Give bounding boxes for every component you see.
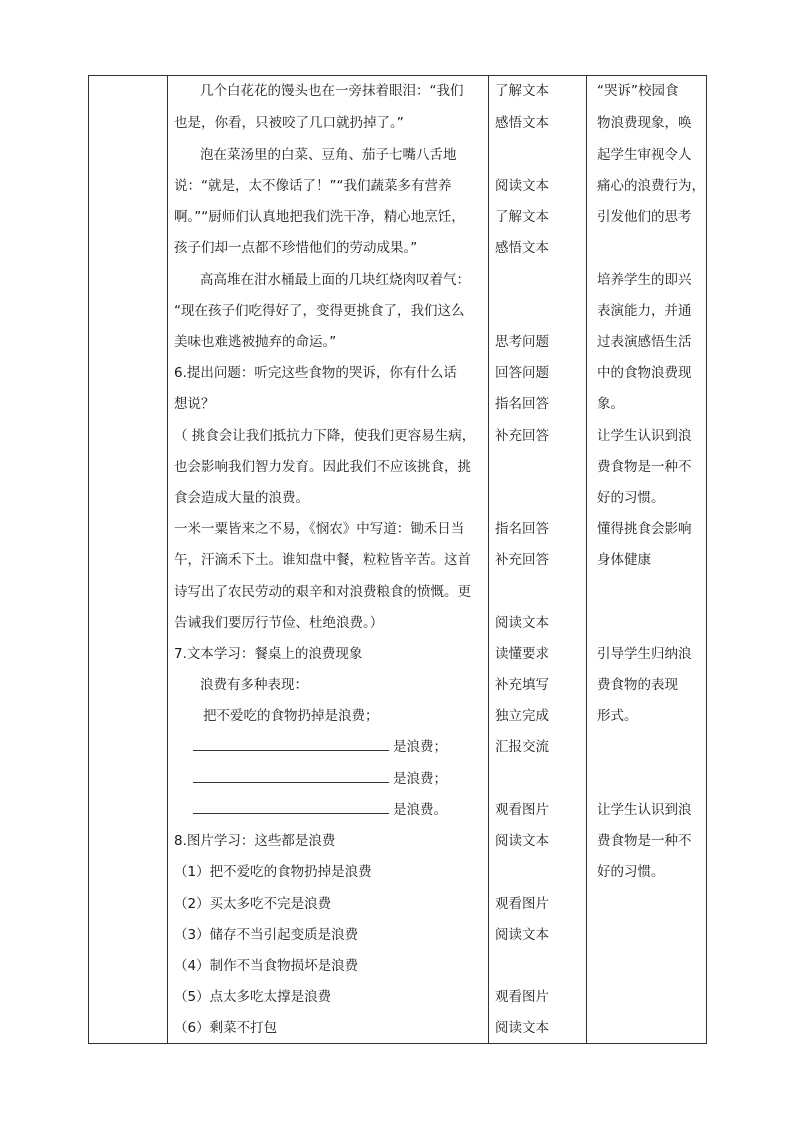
purpose-line: 懂得挑食会影响 <box>597 521 692 537</box>
purpose-line: 表演能力，并通 <box>597 303 692 319</box>
blank-field[interactable] <box>193 770 389 783</box>
content-line: 想说？ <box>174 396 215 412</box>
content-line: 美味也难逃被抛弃的命运。” <box>174 334 337 350</box>
purpose-line: 好的习惯。 <box>597 864 665 880</box>
blank-field[interactable] <box>193 801 389 814</box>
content-line: 午，汗滴禾下土。谁知盘中餐，粒粒皆辛苦。这首 <box>174 552 471 568</box>
activity-item: 汇报交流 <box>495 739 549 755</box>
content-line: “现在孩子们吃得好了，变得更挑食了，我们这么 <box>174 303 465 319</box>
purpose-line: 费食物是一种不 <box>597 459 692 475</box>
content-line: 几个白花花的馒头也在一旁抹着眼泪：“我们 <box>200 83 464 99</box>
activity-item: 阅读文本 <box>495 927 549 943</box>
activity-item: 感悟文本 <box>495 115 549 131</box>
activity-item: 阅读文本 <box>495 833 549 849</box>
activity-item: 思考问题 <box>495 334 549 350</box>
activity-item: 指名回答 <box>495 396 549 412</box>
purpose-line: 身体健康 <box>597 552 651 568</box>
activity-item: 观看图片 <box>495 896 549 912</box>
content-line: 浪费有多种表现： <box>200 677 308 693</box>
activity-item: 读懂要求 <box>495 646 549 662</box>
question-heading: 6.提出问题：听完这些食物的哭诉，你有什么话 <box>174 365 457 381</box>
activity-item: 独立完成 <box>495 708 549 724</box>
purpose-line: 形式。 <box>597 708 638 724</box>
fill-in-line: 是浪费； <box>193 769 447 789</box>
content-line: 泡在菜汤里的白菜、豆角、茄子七嘴八舌地 <box>200 147 457 163</box>
fill-in-line: 是浪费。 <box>193 800 447 820</box>
purpose-line: 象。 <box>597 396 624 412</box>
lesson-table <box>88 75 707 1044</box>
list-item: （4）制作不当食物损坏是浪费 <box>174 958 359 974</box>
column-divider <box>167 76 168 1043</box>
content-line: 也会影响我们智力发育。因此我们不应该挑食，挑 <box>174 459 471 475</box>
activity-item: 观看图片 <box>495 802 549 818</box>
list-item: （1）把不爱吃的食物扔掉是浪费 <box>174 864 372 880</box>
column-divider <box>586 76 587 1043</box>
activity-item: 了解文本 <box>495 209 549 225</box>
purpose-line: “哭诉”校园食 <box>597 83 679 99</box>
activity-item: 观看图片 <box>495 989 549 1005</box>
purpose-line: 过表演感悟生活 <box>597 334 692 350</box>
list-item: （5）点太多吃太撑是浪费 <box>174 989 332 1005</box>
content-line: 食会造成大量的浪费。 <box>174 490 309 506</box>
activity-item: 补充回答 <box>495 552 549 568</box>
purpose-line: 痛心的浪费行为， <box>597 178 705 194</box>
blank-field[interactable] <box>193 738 389 751</box>
section-heading: 7.文本学习：餐桌上的浪费现象 <box>174 646 363 662</box>
purpose-line: 物浪费现象，唤 <box>597 115 692 131</box>
purpose-line: 引发他们的思考 <box>597 209 692 225</box>
purpose-line: 起学生审视令人 <box>597 147 692 163</box>
purpose-line: 引导学生归纳浪 <box>597 646 692 662</box>
activity-item: 指名回答 <box>495 521 549 537</box>
list-item: （3）储存不当引起变质是浪费 <box>174 927 359 943</box>
purpose-line: 中的食物浪费现 <box>597 365 692 381</box>
activity-item: 补充填写 <box>495 677 549 693</box>
section-heading: 8.图片学习：这些都是浪费 <box>174 833 336 849</box>
content-line: 诗写出了农民劳动的艰辛和对浪费粮食的愤慨。更 <box>174 584 471 600</box>
fill-in-line: 是浪费； <box>193 737 447 757</box>
content-line: 告诫我们要厉行节俭、杜绝浪费。） <box>174 615 384 631</box>
content-line: 孩子们却一点都不珍惜他们的劳动成果。” <box>174 240 418 256</box>
content-line: 把不爱吃的食物扔掉是浪费； <box>203 708 379 724</box>
list-item: （2）买太多吃不完是浪费 <box>174 896 332 912</box>
activity-item: 阅读文本 <box>495 178 549 194</box>
purpose-line: 让学生认识到浪 <box>597 428 692 444</box>
activity-item: 补充回答 <box>495 428 549 444</box>
content-line: 高高堆在泔水桶最上面的几块红烧肉叹着气： <box>200 272 470 288</box>
purpose-line: 费食物的表现 <box>597 677 678 693</box>
activity-item: 回答问题 <box>495 365 549 381</box>
activity-item: 阅读文本 <box>495 1020 549 1036</box>
list-item: （6）剩菜不打包 <box>174 1020 278 1036</box>
content-line: 啊。”“厨师们认真地把我们洗干净，精心地烹饪， <box>174 209 465 225</box>
purpose-line: 培养学生的即兴 <box>597 272 692 288</box>
content-line: 也是，你看，只被咬了几口就扔掉了。” <box>174 115 404 131</box>
column-divider <box>488 76 489 1043</box>
activity-item: 阅读文本 <box>495 615 549 631</box>
activity-item: 感悟文本 <box>495 240 549 256</box>
content-line: （ 挑食会让我们抵抗力下降，使我们更容易生病， <box>174 428 476 444</box>
content-line: 说：“就是，太不像话了！”“我们蔬菜多有营养 <box>174 178 452 194</box>
purpose-line: 好的习惯。 <box>597 490 665 506</box>
activity-item: 了解文本 <box>495 83 549 99</box>
purpose-line: 费食物是一种不 <box>597 833 692 849</box>
purpose-line: 让学生认识到浪 <box>597 802 692 818</box>
content-line: 一米一粟皆来之不易，《悯农》中写道：锄禾日当 <box>174 521 465 537</box>
